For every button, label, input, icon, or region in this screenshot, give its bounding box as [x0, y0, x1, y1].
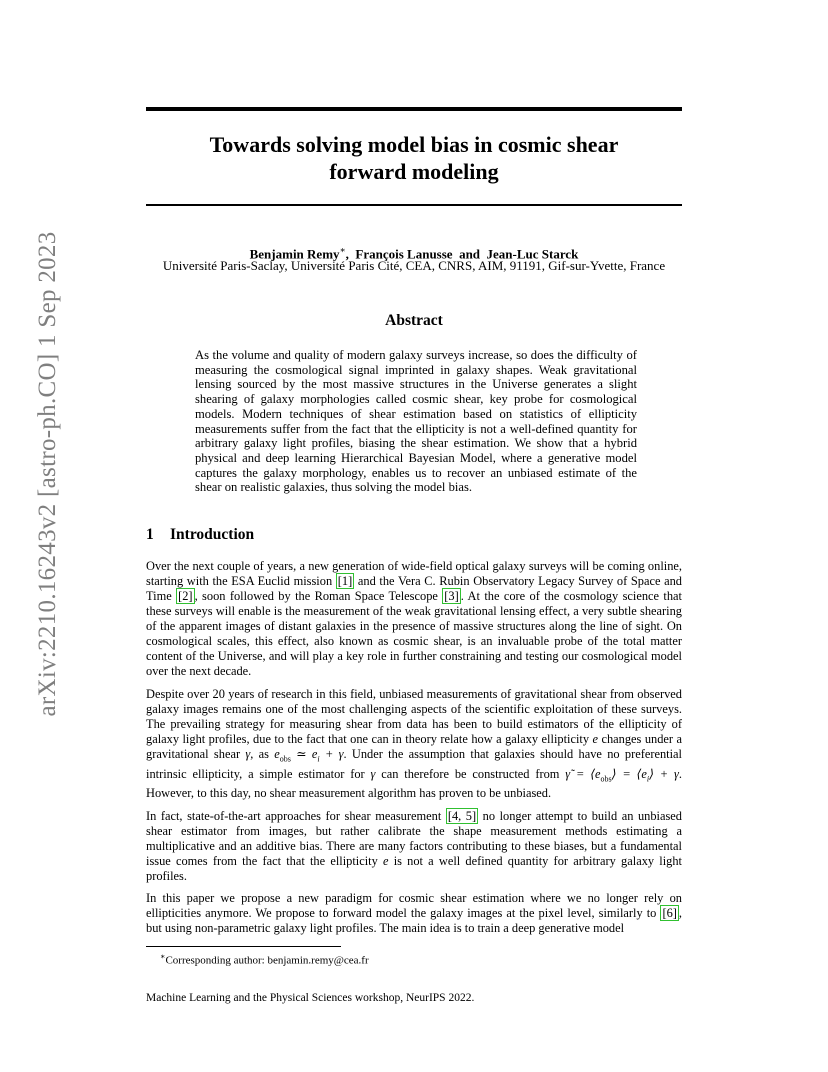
paragraph-text: . Under the assumption that galaxies should have no preferential intrinsic ellipticity, a simple estimator for [146, 747, 682, 781]
math-symbol: γ̃ = ⟨e [565, 766, 601, 781]
paragraph-text: Over the next couple of years, a new generation of wide-field optical galaxy surveys will be coming online, starting with the ESA Euclid mission [146, 559, 682, 589]
author-lanusse: François Lanusse [355, 246, 453, 262]
venue-note: Machine Learning and the Physical Sciences workshop, NeurIPS 2022. [146, 992, 475, 1004]
math-symbol: ⟩ = ⟨e [611, 766, 647, 781]
title-bottom-rule [146, 204, 682, 206]
math-subscript: obs [600, 774, 612, 784]
paragraph-text: changes under a gravitational shear [146, 732, 683, 762]
paragraph-text: can therefore be constructed from [375, 766, 566, 781]
citation-link-3[interactable]: [3] [444, 589, 459, 604]
introduction-body [146, 559, 682, 944]
footnote-mark: ∗ [160, 952, 166, 961]
corresponding-author-mark[interactable]: ∗ [339, 245, 346, 255]
paragraph-text: no longer attempt to build an unbiased shear estimator from images, but rather calibrate the shape measurement methods estimating a multiplicative and an additive bias. There are many factors contributing to these biases, but a fundamental issue comes from the fact that the ellipticity [146, 808, 682, 868]
section-heading-introduction [146, 525, 682, 545]
author-separator-and: and [452, 246, 487, 262]
math-symbol: e [274, 747, 280, 762]
paragraph-text: In this paper we propose a new paradigm for cosmic shear estimation where we no longer rely on ellipticities anymore. We propose to forward model the galaxy images at the pixel level, similarly to [146, 891, 682, 921]
paragraph-text: . However, to this day, no shear measurement algorithm has proven to be unbiased. [146, 766, 682, 801]
author-affiliation: Université Paris-Saclay, Université Paris Cité, CEA, CNRS, AIM, 91191, Gif-sur-Yvette, France [162, 258, 666, 273]
citation-link-4-5[interactable]: [4, 5] [447, 808, 477, 823]
paragraph-2 [146, 687, 682, 801]
paragraph-text: is not a well defined quantity for arbitrary galaxy light profiles. [146, 853, 682, 883]
math-symbol: ≃ e [290, 747, 318, 762]
footnote [160, 950, 680, 968]
paragraph-4 [146, 891, 682, 936]
footnote-rule [146, 946, 341, 947]
arxiv-identifier-text: arXiv:2210.16243v2 [astro-ph.CO] 1 Sep 2023 [34, 231, 61, 717]
paragraph-text: , but using non-parametric galaxy light profiles. The main idea is to train a deep generative model [146, 906, 682, 936]
abstract-heading: Abstract [385, 312, 443, 329]
author-separator: , [345, 246, 356, 262]
title-line-2: forward modeling [329, 159, 499, 184]
paragraph-text: . At the core of the cosmology science that these surveys will enable is the measurement of the weak gravitational lensing effect, a very subtle shearing of the apparent images of distant galaxies in the presence of massive structures along the line of sight. On cosmological scales, this effect, also known as cosmic shear, is an invaluable probe of the total matter content of the Universe, and will play a key role in further constraining and testing our cosmological model over the next decade. [146, 589, 682, 679]
math-symbol: + γ [319, 747, 344, 762]
title-top-rule [146, 107, 682, 111]
paragraph-1 [146, 559, 682, 679]
math-e-obs [274, 747, 344, 764]
paragraph-text: and the Vera C. Rubin Observatory Legacy Survey of Space and Time [146, 574, 682, 604]
citation-link-6[interactable]: [6] [662, 906, 677, 921]
paragraph-text: , as [250, 747, 275, 762]
paragraph-text: Despite over 20 years of research in this field, unbiased measurements of gravitational shear from observed galaxy images remains one of the most challenging aspects of the scientific exploitation of these surveys. The prevailing strategy for measuring shear from data has been to build estimators of the ellipticity of galaxy light profiles, due to the fact that one can in theory relate how a galaxy ellipticity [146, 686, 682, 747]
paragraph-text: , soon followed by the Roman Space Telescope [194, 589, 443, 604]
math-subscript: obs [279, 754, 291, 764]
title-line-1: Towards solving model bias in cosmic shear [209, 132, 619, 157]
paragraph-text: In fact, state-of-the-art approaches for shear measurement [146, 808, 446, 823]
citation-link-2[interactable]: [2] [178, 589, 193, 604]
math-symbol: ⟩ + γ [649, 766, 679, 781]
math-estimator [565, 766, 679, 784]
paper-title [146, 131, 682, 185]
footnote-text: Corresponding author: benjamin.remy@cea.fr [165, 954, 369, 967]
author-remy: Benjamin Remy [249, 246, 340, 262]
math-gamma: γ [370, 766, 376, 781]
math-e: e [592, 732, 599, 747]
math-subscript: i [646, 774, 650, 784]
math-e: e [383, 853, 389, 868]
abstract-text: As the volume and quality of modern galaxy surveys increase, so does the difficulty of measuring the cosmological signal imprinted in galaxy shapes. Weak gravitational lensing sourced by the most massive structures in the Universe generates a slight shearing of galaxy morphologies called cosmic shear, key probe for cosmological models. Modern techniques of shear estimation based on statistics of ellipticity measurements suffer from the fact that the ellipticity is not a well-defined quantity for arbitrary galaxy light profiles, biasing the shear estimation. We show that a hybrid physical and deep learning Hierarchical Bayesian Model, where a generative model captures the galaxy morphology, enables us to recover an unbiased estimate of the shear on realistic galaxies, thus solving the model bias. [195, 348, 637, 495]
math-gamma: γ [245, 747, 251, 762]
math-subscript: i [317, 754, 320, 764]
citation-link-1[interactable]: [1] [337, 574, 353, 589]
author-starck: Jean-Luc Starck [486, 246, 579, 262]
paragraph-3 [146, 809, 682, 884]
section-number: 1 [146, 526, 154, 543]
section-title: Introduction [170, 526, 255, 543]
